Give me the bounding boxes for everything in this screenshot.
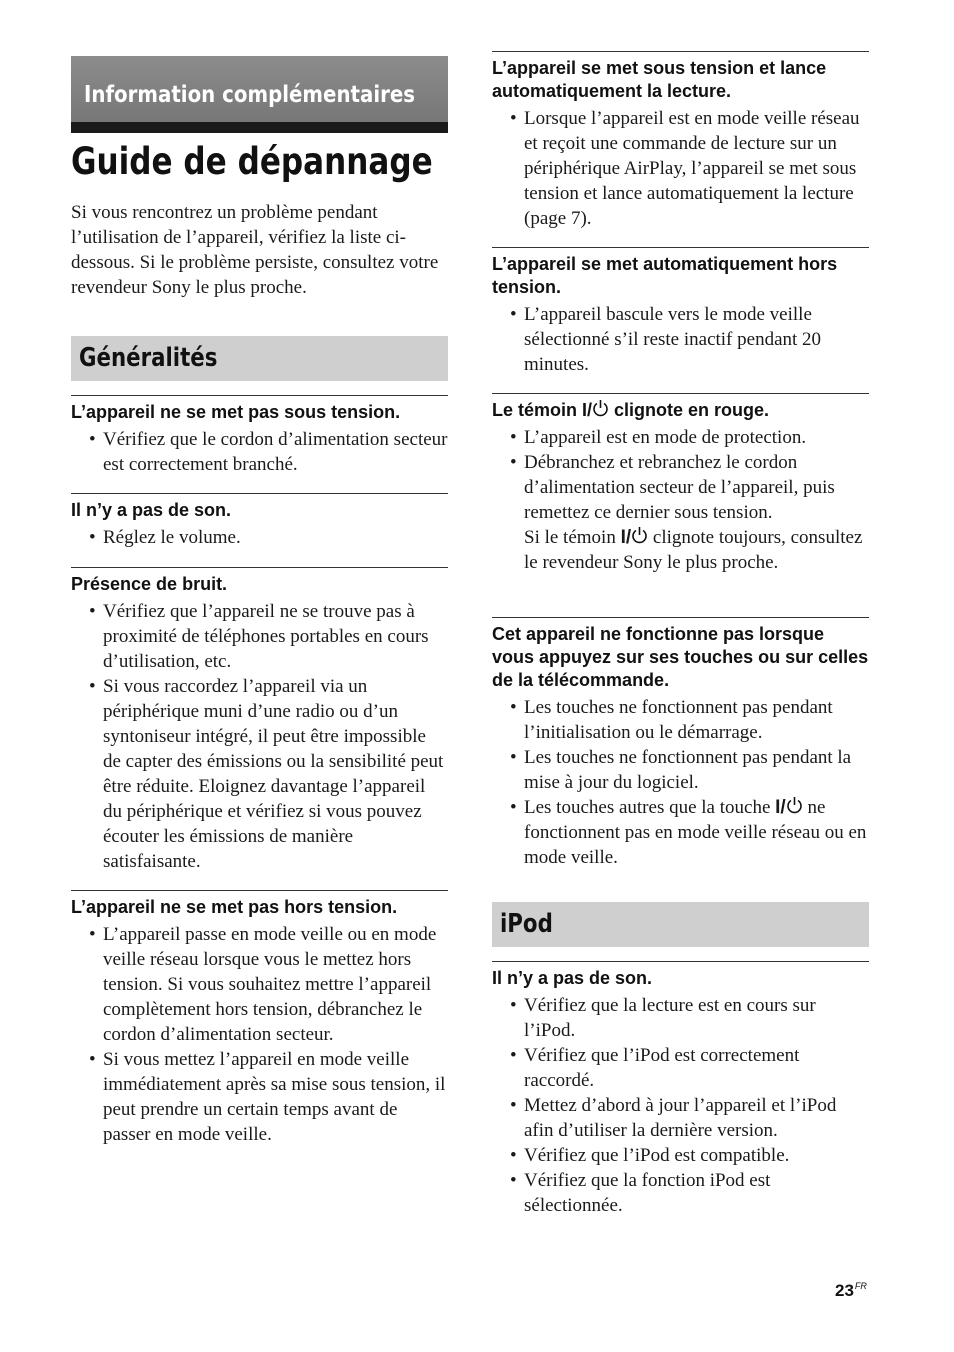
issue-no-sound (71, 493, 448, 550)
issue-heading: L’appareil se met automatiquement hors tension. (492, 247, 869, 299)
page-number-value: 23 (835, 1281, 854, 1300)
bullet-item: • Les touches ne fonctionnent pas pendant la mise à jour du logiciel. (524, 745, 869, 795)
issue-no-power-off (71, 890, 448, 1147)
page-lang: FR (854, 1281, 867, 1291)
bullet-continuation (524, 525, 869, 575)
heading-text-post: clignote en rouge. (609, 400, 770, 420)
issue-heading: Présence de bruit. (71, 567, 448, 596)
chapter-title: Information complémentaires (84, 82, 416, 108)
issue-auto-power-off (492, 247, 869, 377)
bullet-item: • Lorsque l’appareil est en mode veille réseau et reçoit une commande de lecture sur un périphérique AirPlay, l’appareil se met sous tension et lance automatiquement la lecture (page 7). (524, 106, 869, 231)
bullet-item: • Vérifiez que l’iPod est correctement raccordé. (524, 1043, 869, 1093)
bullet-list (71, 922, 448, 1147)
bullet-item: • L’appareil bascule vers le mode veille sélectionné s’il reste inactif pendant 20 minutes. (524, 302, 869, 377)
chapter-banner (71, 56, 448, 133)
intro-paragraph: Si vous rencontrez un problème pendant l’utilisation de l’appareil, vérifiez la liste ci-dessous. Si le problème persiste, consultez votre revendeur Sony le plus proche. (71, 202, 439, 298)
issue-heading: Il n’y a pas de son. (492, 961, 869, 990)
text-pre: Si le témoin (524, 527, 621, 548)
section-header-ipod (492, 902, 869, 947)
issue-auto-power-on (492, 51, 869, 231)
text-pre: Les touches autres que la touche (524, 797, 776, 818)
bullet-list (492, 993, 869, 1218)
bullet-item: • Vérifiez que l’appareil ne se trouve pas à proximité de téléphones portables en cours d’utilisation, etc. (103, 599, 448, 674)
bullet-item: • L’appareil passe en mode veille ou en mode veille réseau lorsque vous le mettez hors tension. Si vous souhaitez mettre l’appareil complètement hors tension, débranchez le cordon d’alimentation secteur. (103, 922, 448, 1047)
bullet-item: • Mettez d’abord à jour l’appareil et l’iPod afin d’utiliser la dernière version. (524, 1093, 869, 1143)
power-standby-icon: I/ (775, 797, 803, 818)
bullet-item: • Vérifiez que la lecture est en cours sur l’iPod. (524, 993, 869, 1043)
issue-heading: L’appareil se met sous tension et lance automatiquement la lecture. (492, 51, 869, 103)
bullet-list (492, 106, 869, 231)
bullet-list (492, 695, 869, 870)
bullet-item: • Vérifiez que la fonction iPod est sélectionnée. (524, 1168, 869, 1218)
bullet-item: • Si vous mettez l’appareil en mode veille immédiatement après sa mise sous tension, il peut prendre un certain temps avant de passer en mode veille. (103, 1047, 448, 1147)
issue-heading: Il n’y a pas de son. (71, 493, 448, 522)
text-post: clignote toujours, consultez le revendeur Sony le plus proche. (524, 527, 863, 573)
issue-heading (492, 393, 869, 422)
bullet-list (492, 302, 869, 377)
bullet-list (492, 425, 869, 575)
section-header-generalites (71, 336, 448, 381)
issue-heading: L’appareil ne se met pas sous tension. (71, 395, 448, 424)
bullet-item: • Réglez le volume. (103, 525, 448, 550)
issue-ipod-no-sound (492, 961, 869, 1218)
bullet-item: • Vérifiez que le cordon d’alimentation secteur est correctement branché. (103, 427, 448, 477)
heading-text-pre: Le témoin (492, 400, 583, 420)
issue-indicator-blinking (492, 393, 869, 575)
page-title: Guide de dépannage (71, 140, 433, 183)
bullet-item: • L’appareil est en mode de protection. (524, 425, 869, 450)
section-title: iPod (500, 909, 553, 939)
issue-noise (71, 567, 448, 874)
bullet-item (524, 795, 869, 870)
power-standby-icon: I/ (621, 527, 649, 548)
issue-buttons-not-working (492, 617, 869, 870)
bullet-item: • Si vous raccordez l’appareil via un périphérique muni d’une radio ou d’un syntoniseur intégré, il peut être impossible de capter des émissions ou la sensibilité peut être réduite. Eloignez davantage l’appareil du périphérique et vérifiez si vous pouvez écouter les émissions de manière satisfaisante. (103, 674, 448, 874)
page-number (835, 1281, 867, 1301)
bullet-list (71, 599, 448, 874)
bullet-list (71, 525, 448, 550)
issue-no-power (71, 395, 448, 477)
bullet-item: • Les touches ne fonctionnent pas pendant l’initialisation ou le démarrage. (524, 695, 869, 745)
bullet-text: Débranchez et rebranchez le cordon d’alimentation secteur de l’appareil, puis remettez ce dernier sous tension. (524, 452, 835, 523)
issue-heading: Cet appareil ne fonctionne pas lorsque vous appuyez sur ses touches ou sur celles de la télécommande. (492, 617, 869, 692)
issue-heading: L’appareil ne se met pas hors tension. (71, 890, 448, 919)
power-standby-icon: I/ (582, 400, 609, 420)
bullet-item (524, 450, 869, 575)
bullet-list (71, 427, 448, 477)
section-title: Généralités (79, 343, 218, 373)
bullet-item: • Vérifiez que l’iPod est compatible. (524, 1143, 869, 1168)
text-post: ne fonctionnent pas en mode veille réseau ou en mode veille. (524, 797, 867, 868)
